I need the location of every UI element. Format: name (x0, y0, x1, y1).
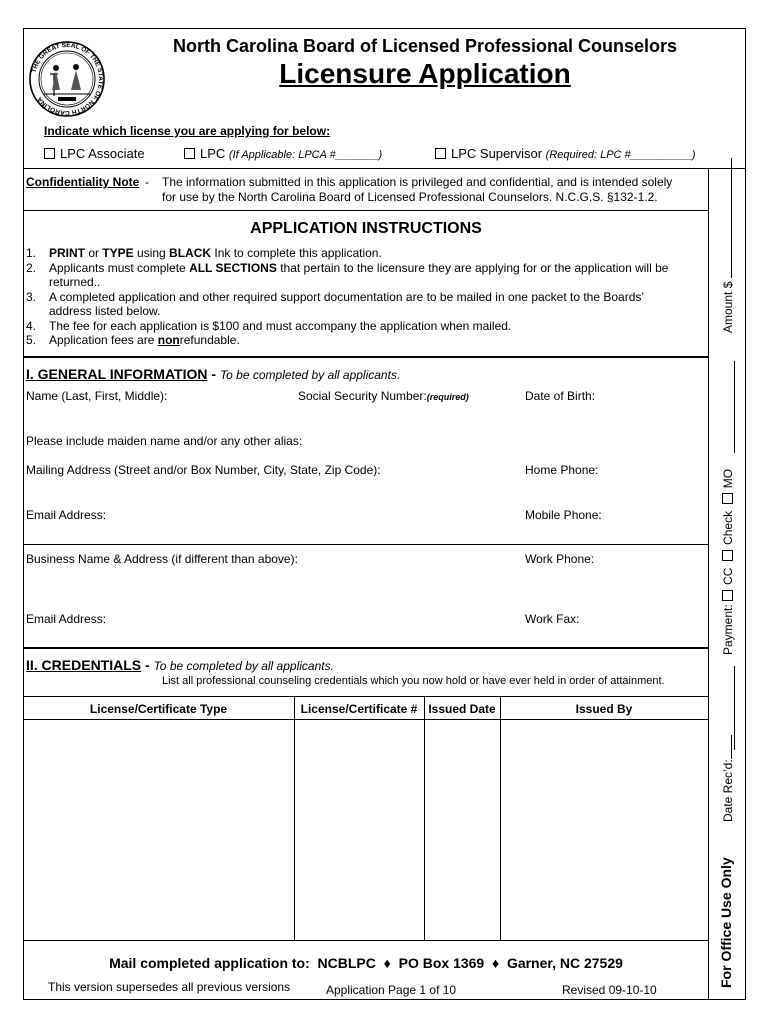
confidentiality-line-2: for use by the North Carolina Board of Licensed Professional Counselors. N.C.G.S. §132-1.2. (162, 190, 658, 204)
office-column-divider (708, 168, 709, 1000)
column-header-type: License/Certificate Type (89, 702, 228, 716)
instruction-number: 3. (26, 289, 37, 304)
state-seal-icon (28, 40, 106, 118)
mo-checkbox[interactable] (722, 493, 733, 504)
instruction-item (26, 333, 706, 348)
instruction-emphasis: PRINT (49, 246, 85, 260)
instruction-item (26, 261, 706, 290)
credentials-note: List all professional counseling credentials which you now hold or have ever held in order of attainment. (162, 675, 665, 687)
instruction-item (26, 319, 706, 334)
option-lpc-supervisor[interactable] (435, 146, 696, 161)
check-checkbox[interactable] (722, 550, 733, 561)
column-header-number: License/Certificate # (300, 702, 418, 716)
mail-label: Mail completed application to: (109, 955, 310, 971)
ssn-field[interactable] (298, 389, 469, 403)
instruction-text: or (85, 246, 103, 260)
date-line (731, 735, 732, 759)
instruction-text: The fee for each application is $100 and must accompany the application when mailed. (49, 318, 512, 333)
business-email-field[interactable]: Email Address: (26, 612, 107, 626)
instruction-text: Application fees are (49, 333, 158, 347)
instructions-heading: APPLICATION INSTRUCTIONS (250, 220, 482, 237)
mailing-instructions (23, 955, 709, 971)
instruction-number: 5. (26, 333, 37, 347)
table-top-border (23, 696, 708, 697)
instruction-number: 4. (26, 318, 37, 333)
mail-org: NCBLPC (317, 955, 376, 971)
office-amount (721, 158, 735, 333)
lpc-checkbox[interactable] (184, 148, 195, 159)
office-payment (721, 469, 735, 655)
work-fax-field[interactable]: Work Fax: (525, 612, 580, 626)
instruction-text: address listed below. (49, 304, 161, 318)
office-use-title: For Office Use Only (718, 857, 734, 988)
instruction-text: using (133, 246, 170, 260)
instruction-emphasis: non (157, 333, 180, 347)
ssn-required-note: (required) (426, 392, 469, 402)
instruction-emphasis: TYPE (102, 246, 134, 260)
confidentiality-line-1: The information submitted in this application is privileged and confidential, and is intended solely (162, 175, 673, 189)
dob-field[interactable]: Date of Birth: (525, 389, 596, 403)
mobile-phone-field[interactable]: Mobile Phone: (525, 508, 602, 522)
instruction-text: Ink to complete this application. (211, 246, 382, 260)
instruction-text: returned.. (49, 275, 101, 289)
general-info-subtitle: To be completed by all applicants. (219, 368, 401, 382)
page-title-text: Licensure Application (279, 58, 571, 89)
confidentiality-label: Confidentiality Note (26, 175, 140, 189)
column-header-issued-by: Issued By (575, 702, 633, 716)
page-number: Application Page 1 of 10 (326, 983, 457, 997)
instruction-text: Applicants must complete (49, 260, 190, 275)
lpc-label: LPC (200, 146, 226, 161)
lpc-supervisor-label: LPC Supervisor (451, 146, 543, 161)
instruction-text: that pertain to the licensure they are applying for or the application will be (276, 260, 669, 275)
general-info-title: I. GENERAL INFORMATION (26, 366, 208, 382)
divider (23, 940, 708, 941)
diamond-icon: ♦ (492, 955, 500, 971)
cc-checkbox[interactable] (722, 590, 733, 601)
email-field[interactable]: Email Address: (26, 508, 107, 522)
maiden-name-field[interactable]: Please include maiden name and/or any other alias: (26, 434, 303, 448)
instruction-text: A completed application and other required support documentation are to be mailed in one packet to the Boards’ (49, 289, 645, 304)
credentials-issuer-cell[interactable] (501, 720, 708, 939)
credentials-date-cell[interactable] (425, 720, 500, 939)
lpc-associate-checkbox[interactable] (44, 148, 55, 159)
lpc-supervisor-note: (Required: LPC #__________) (545, 149, 696, 161)
cc-label: CC (721, 567, 735, 585)
amount-line (731, 158, 732, 278)
divider (23, 210, 708, 211)
general-info-sep: - (207, 366, 220, 382)
credentials-heading (26, 657, 334, 673)
instruction-number: 2. (26, 260, 37, 275)
confidentiality-dash: - (145, 175, 149, 189)
payment-label: Payment: (721, 604, 735, 655)
business-address-field[interactable]: Business Name & Address (if different than above): (26, 552, 298, 566)
revision-date: Revised 09-10-10 (562, 983, 657, 997)
page-title (110, 58, 740, 90)
license-prompt: Indicate which license you are applying for below: (44, 124, 331, 138)
amount-label: Amount $ (721, 281, 735, 333)
home-phone-field[interactable]: Home Phone: (525, 463, 599, 477)
lpc-supervisor-checkbox[interactable] (435, 148, 446, 159)
credentials-type-cell[interactable] (24, 720, 294, 939)
seal-text: THE GREAT SEAL OF THE STATE OF NORTH CAROLINA (30, 41, 105, 117)
option-lpc[interactable] (184, 146, 382, 161)
date-received-label: Date Rec’d: (721, 759, 735, 822)
organization-name: North Carolina Board of Licensed Professional Counselors (172, 36, 678, 56)
credentials-subtitle: To be completed by all applicants. (153, 659, 334, 673)
diamond-icon: ♦ (383, 955, 391, 971)
ssn-label: Social Security Number: (298, 389, 427, 403)
divider (23, 168, 746, 169)
column-header-issued-date: Issued Date (428, 702, 496, 716)
instruction-text: refundable. (179, 333, 240, 347)
divider (23, 647, 708, 649)
mail-box: PO Box 1369 (398, 955, 485, 971)
supersedes-note: This version supersedes all previous versions (48, 980, 291, 994)
instruction-item (26, 290, 706, 319)
mo-label: MO (721, 468, 735, 489)
check-label: Check (721, 510, 735, 545)
lpc-note: (If Applicable: LPCA #_______) (228, 149, 383, 161)
general-info-heading (26, 366, 400, 382)
mail-city: Garner, NC 27529 (506, 955, 623, 971)
divider (23, 544, 708, 545)
blank-line (734, 361, 735, 453)
work-phone-field[interactable]: Work Phone: (525, 552, 595, 566)
option-lpc-associate[interactable] (44, 146, 145, 161)
name-field[interactable]: Name (Last, First, Middle): (26, 389, 168, 403)
instructions-list (26, 246, 706, 348)
office-line-divider (724, 361, 738, 453)
office-date-received (721, 735, 735, 822)
instruction-item (26, 246, 706, 261)
confidentiality-text (162, 175, 702, 205)
instruction-number: 1. (26, 246, 37, 260)
credentials-number-cell[interactable] (295, 720, 424, 939)
divider (23, 356, 708, 358)
mailing-address-field[interactable]: Mailing Address (Street and/or Box Number, City, State, Zip Code): (26, 463, 381, 477)
credentials-title: II. CREDENTIALS (26, 657, 142, 673)
lpc-associate-label: LPC Associate (60, 146, 145, 161)
instruction-emphasis: ALL SECTIONS (189, 260, 277, 275)
credentials-sep: - (141, 657, 154, 673)
instruction-emphasis: BLACK (169, 246, 212, 260)
